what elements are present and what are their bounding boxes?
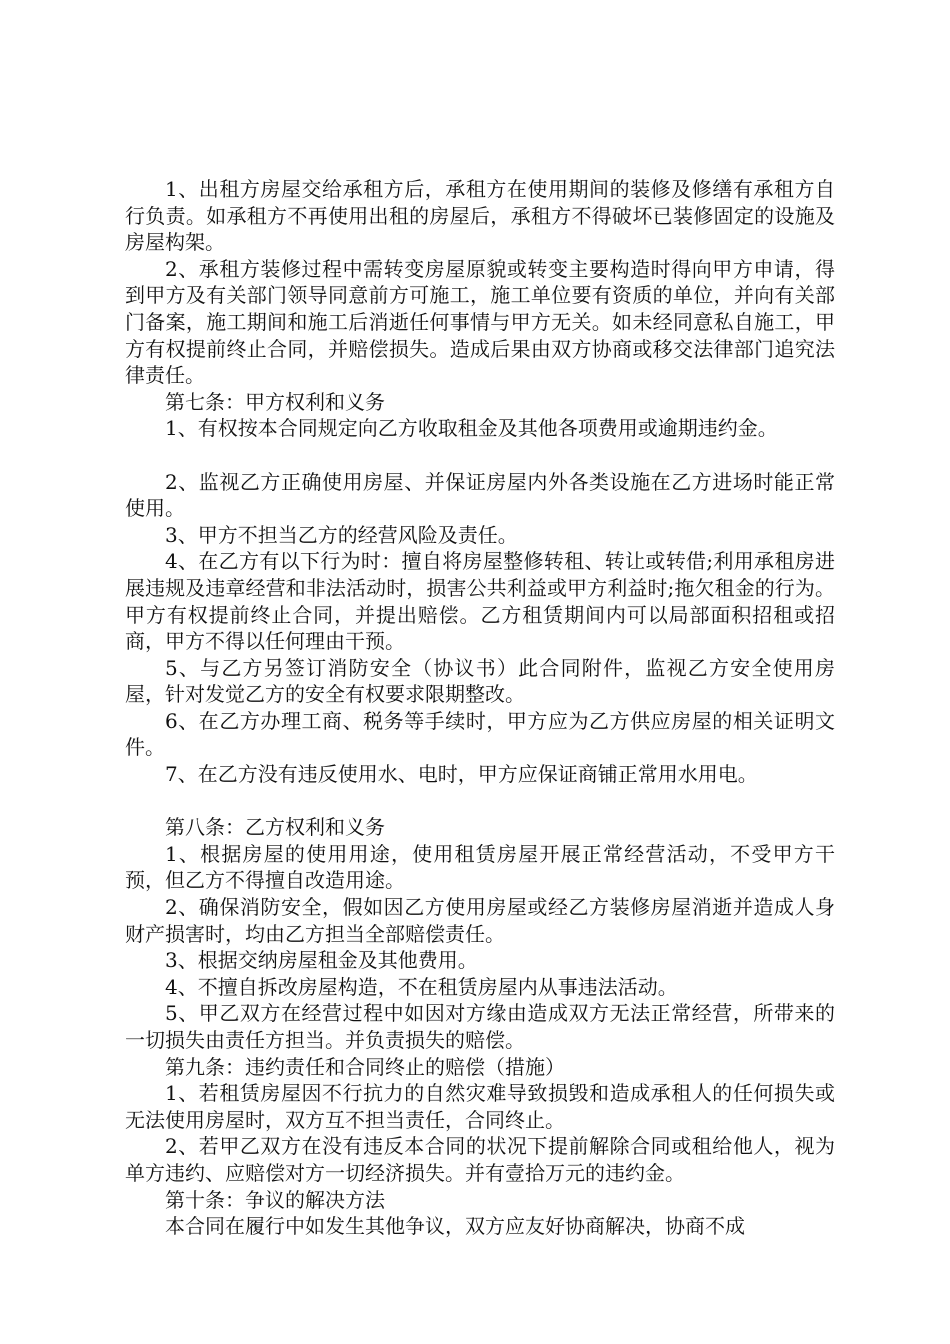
paragraph-art9-item2: 2、若甲乙双方在没有违反本合同的状况下提前解除合同或租给他人，视为单方违约、应赔偿对方一切经济损失。并有壹拾万元的违约金。: [125, 1134, 835, 1185]
heading-article-8: 第八条：乙方权利和义务: [165, 815, 385, 840]
paragraph-art10-body: 本合同在履行中如发生其他争议，双方应友好协商解决，协商不成: [165, 1214, 745, 1239]
paragraph-art7-item1: 1、有权按本合同规定向乙方收取租金及其他各项费用或逾期违约金。: [165, 416, 778, 441]
paragraph-art8-item5: 5、甲乙双方在经营过程中如因对方缘由造成双方无法正常经营，所带来的一切损失由责任方担当。并负责损失的赔偿。: [125, 1001, 835, 1052]
paragraph-art7-item6: 6、在乙方办理工商、税务等手续时，甲方应为乙方供应房屋的相关证明文件。: [125, 708, 835, 760]
blank-line: [125, 442, 835, 469]
paragraph-art8-item3: 3、根据交纳房屋租金及其他费用。: [165, 948, 478, 973]
paragraph-art9-item1: 1、若租赁房屋因不行抗力的自然灾难导致损毁和造成承租人的任何损失或无法使用房屋时，双方互不担当责任，合同终止。: [125, 1081, 835, 1132]
paragraph-art8-item1: 1、根据房屋的使用用途，使用租赁房屋开展正常经营活动，不受甲方干预，但乙方不得擅自改造用途。: [125, 841, 835, 893]
paragraph-art7-item5: 5、与乙方另签订消防安全（协议书）此合同附件，监视乙方安全使用房屋，针对发觉乙方的安全有权要求限期整改。: [125, 655, 835, 707]
paragraph-art7-item2: 2、监视乙方正确使用房屋、并保证房屋内外各类设施在乙方进场时能正常使用。: [125, 469, 835, 521]
paragraph-art7-item7: 7、在乙方没有违反使用水、电时，甲方应保证商铺正常用水用电。: [165, 762, 758, 787]
paragraph-renovation-approval: 2、承租方装修过程中需转变房屋原貌或转变主要构造时得向甲方申请，得到甲方及有关部门领导同意前方可施工，施工单位要有资质的单位，并向有关部门备案，施工期间和施工后消逝任何事情与甲方无关。如未经同意私自施工，甲方有权提前终止合同，并赔偿损失。造成后果由双方协商或移交法律部门追究法律责任。: [125, 256, 835, 388]
heading-article-7: 第七条：甲方权利和义务: [165, 389, 385, 414]
contract-body: [125, 176, 835, 1240]
paragraph-renovation-responsibility: 1、出租方房屋交给承租方后，承租方在使用期间的装修及修缮有承租方自行负责。如承租方不再使用出租的房屋后，承租方不得破坏已装修固定的设施及房屋构架。: [125, 177, 835, 255]
heading-article-10: 第十条：争议的解决方法: [165, 1187, 385, 1212]
blank-line: [125, 788, 835, 815]
paragraph-art7-item4: 4、在乙方有以下行为时：擅自将房屋整修转租、转让或转借;利用承租房进展违规及违章经营和非法活动时，损害公共利益或甲方利益时;拖欠租金的行为。甲方有权提前终止合同，并提出赔偿。乙方租赁期间内可以局部面积招租或招商，甲方不得以任何理由干预。: [125, 549, 835, 654]
paragraph-art7-item3: 3、甲方不担当乙方的经营风险及责任。: [165, 522, 518, 547]
paragraph-art8-item4: 4、不擅自拆改房屋构造，不在租赁房屋内从事违法活动。: [165, 974, 678, 999]
heading-article-9: 第九条：违约责任和合同终止的赔偿（措施）: [165, 1054, 565, 1079]
paragraph-art8-item2: 2、确保消防安全，假如因乙方使用房屋或经乙方装修房屋消逝并造成人身财产损害时，均由乙方担当全部赔偿责任。: [125, 895, 835, 946]
